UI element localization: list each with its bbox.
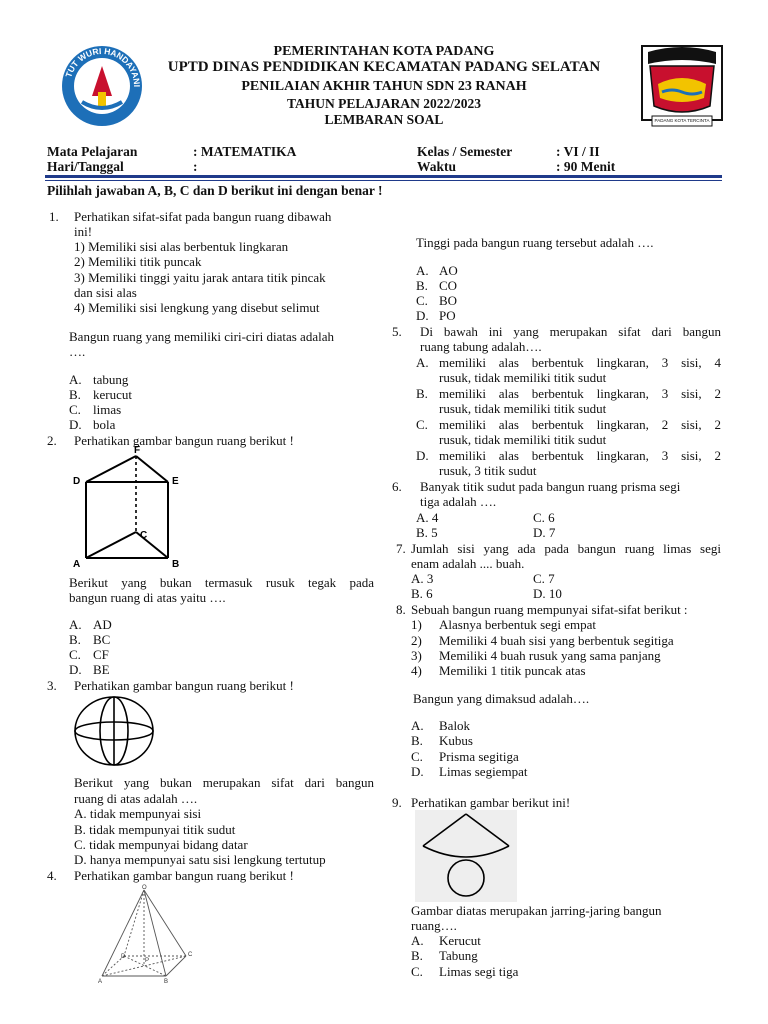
q8-item2-num: 2) <box>411 633 422 648</box>
q8-line1: Sebuah bangun ruang mempunyai sifat-sifat berikut : <box>411 602 688 617</box>
cone-net-figure <box>415 810 517 902</box>
q5-option-b-2: rusuk, tidak memiliki titik sudut <box>439 401 607 416</box>
q1-option-d-letter: D. <box>69 417 82 432</box>
q1-question: Bangun ruang yang memiliki ciri-ciri diatas adalah <box>69 329 334 344</box>
q8-item3: Memiliki 4 buah rusuk yang sama panjang <box>439 648 661 663</box>
sphere-figure <box>72 694 158 770</box>
q4-option-c-letter: C. <box>416 293 428 308</box>
header-line-2: UPTD DINAS PENDIDIKAN KECAMATAN PADANG SELATAN <box>167 59 601 75</box>
header-line-4: TAHUN PELAJARAN 2022/2023 <box>286 96 481 111</box>
pyramid-label-o: O <box>142 885 147 891</box>
q6-number: 6. <box>392 479 402 494</box>
q2-option-d-letter: D. <box>69 662 82 677</box>
q2-number: 2. <box>47 433 57 448</box>
q1-item4: 4) Memiliki sisi lengkung yang disebut selimut <box>74 300 320 315</box>
q8-question: Bangun yang dimaksud adalah…. <box>413 691 590 706</box>
q5-line1: Di bawah ini yang merupakan sifat dari bangun <box>420 324 721 339</box>
q5-option-d-letter: D. <box>416 448 429 463</box>
q6-option-b: B. 5 <box>416 525 438 540</box>
q9-option-a-letter: A. <box>411 933 424 948</box>
q4-option-a: AO <box>439 263 458 278</box>
class-label: Kelas / Semester <box>417 144 513 159</box>
q1-option-a: tabung <box>93 372 129 387</box>
q9-option-b-letter: B. <box>411 948 423 963</box>
q5-option-c: memiliki alas berbentuk lingkaran, 2 sisi, 2 <box>439 417 721 432</box>
q5-option-b: memiliki alas berbentuk lingkaran, 3 sisi, 2 <box>439 386 721 401</box>
q1-question-2: …. <box>69 344 86 359</box>
pyramid-figure <box>94 884 194 984</box>
q8-option-c-letter: C. <box>411 749 423 764</box>
q2-option-c-letter: C. <box>69 647 81 662</box>
time-label: Waktu <box>417 159 457 174</box>
q2-option-b-letter: B. <box>69 632 81 647</box>
q7-line2: enam adalah .... buah. <box>411 556 525 571</box>
q1-option-d: bola <box>93 417 116 432</box>
q6-option-c: C. 6 <box>533 510 555 525</box>
q8-item1-num: 1) <box>411 617 422 632</box>
q5-option-c-letter: C. <box>416 417 428 432</box>
q8-number: 8. <box>396 602 406 617</box>
q4-line1: Perhatikan gambar bangun ruang berikut ! <box>74 868 294 883</box>
q8-option-c: Prisma segitiga <box>439 749 519 764</box>
q3-number: 3. <box>47 678 57 693</box>
q8-item4: Memiliki 1 titik puncak atas <box>439 663 586 678</box>
q9-option-b: Tabung <box>439 948 478 963</box>
q7-number: 7. <box>396 541 406 556</box>
pyramid-label-p: P <box>145 958 150 964</box>
q1-number: 1. <box>49 209 59 224</box>
q5-option-c-2: rusuk, tidak memiliki titik sudut <box>439 432 607 447</box>
q1-item3b: dan sisi alas <box>74 285 137 300</box>
q8-option-d-letter: D. <box>411 764 424 779</box>
q9-line1: Perhatikan gambar berikut ini! <box>411 795 571 810</box>
q7-option-c: C. 7 <box>533 571 555 586</box>
q4-option-a-letter: A. <box>416 263 429 278</box>
q1-option-b: kerucut <box>93 387 132 402</box>
q8-item3-num: 3) <box>411 648 422 663</box>
q2-option-c: CF <box>93 647 109 662</box>
time-value: : 90 Menit <box>556 159 616 174</box>
q3-line1: Perhatikan gambar bangun ruang berikut ! <box>74 678 294 693</box>
header-line-1: PEMERINTAHAN KOTA PADANG <box>273 44 495 59</box>
q8-option-d: Limas segiempat <box>439 764 528 779</box>
q4-option-d: PO <box>439 308 456 323</box>
q2-option-a-letter: A. <box>69 617 82 632</box>
prism-label-c: C <box>140 530 148 541</box>
q4-option-b-letter: B. <box>416 278 428 293</box>
q7-line1: Jumlah sisi yang ada pada bangun ruang limas segi <box>411 541 721 556</box>
q7-option-a: A. 3 <box>411 571 434 586</box>
class-value: : VI / II <box>556 144 600 159</box>
q9-number: 9. <box>392 795 402 810</box>
q9-option-a: Kerucut <box>439 933 481 948</box>
q8-option-a-letter: A. <box>411 718 424 733</box>
header-line-3: PENILAIAN AKHIR TAHUN SDN 23 RANAH <box>241 79 527 94</box>
q5-line2: ruang tabung adalah…. <box>420 339 542 354</box>
q8-item4-num: 4) <box>411 663 422 678</box>
q7-option-b: B. 6 <box>411 586 433 601</box>
q3-option-a: A. tidak mempunyai sisi <box>74 806 202 821</box>
q6-line1: Banyak titik sudut pada bangun ruang prisma segi <box>420 479 681 494</box>
q5-number: 5. <box>392 324 402 339</box>
q5-option-a: memiliki alas berbentuk lingkaran, 3 sisi, 4 <box>439 355 721 370</box>
q5-option-d-2: rusuk, 3 titik sudut <box>439 463 537 478</box>
q6-line2: tiga adalah …. <box>420 494 497 509</box>
q7-option-d: D. 10 <box>533 586 562 601</box>
q3-option-b: B. tidak mempunyai titik sudut <box>74 822 236 837</box>
q5-option-b-letter: B. <box>416 386 428 401</box>
prism-label-f: F <box>134 445 141 456</box>
logo-right-text: PADANG KOTA TERCINTA <box>654 118 710 123</box>
subject-value: : MATEMATIKA <box>193 144 297 159</box>
q9-question-2: ruang…. <box>411 918 457 933</box>
q2-option-b: BC <box>93 632 111 647</box>
day-value: : <box>193 159 198 174</box>
q8-option-a: Balok <box>439 718 471 733</box>
q8-item1: Alasnya berbentuk segi empat <box>439 617 597 632</box>
q3-option-d: D. hanya mempunyai satu sisi lengkung tertutup <box>74 852 326 867</box>
subject-label: Mata Pelajaran <box>47 144 138 159</box>
pyramid-label-d: D <box>121 954 126 960</box>
q1-line2: ini! <box>74 224 93 239</box>
q2-line1: Perhatikan gambar bangun ruang berikut ! <box>74 433 294 448</box>
q4-number: 4. <box>47 868 57 883</box>
q5-option-a-2: rusuk, tidak memiliki titik sudut <box>439 370 607 385</box>
q1-item1: 1) Memiliki sisi alas berbentuk lingkaran <box>74 239 289 254</box>
pyramid-label-c: C <box>188 952 193 958</box>
prism-label-a: A <box>73 559 81 570</box>
q2-option-a: AD <box>93 617 112 632</box>
header-rule-thick <box>45 175 722 178</box>
logo-left-text: TUT WURI HANDAYANI <box>63 45 143 88</box>
q9-option-c: Limas segi tiga <box>439 964 519 979</box>
q1-line1: Perhatikan sifat-sifat pada bangun ruang dibawah <box>74 209 332 224</box>
pyramid-label-a: A <box>98 979 103 985</box>
q2-question-2: bangun ruang di atas yaitu …. <box>69 590 226 605</box>
q2-question: Berikut yang bukan termasuk rusuk tegak pada <box>69 575 374 590</box>
q2-option-d: BE <box>93 662 110 677</box>
q4-option-c: BO <box>439 293 458 308</box>
q4-option-d-letter: D. <box>416 308 429 323</box>
prism-label-b: B <box>172 559 180 570</box>
instruction: Pilihlah jawaban A, B, C dan D berikut ini dengan benar ! <box>47 183 383 198</box>
q9-question: Gambar diatas merupakan jarring-jaring bangun <box>411 903 662 918</box>
q1-option-c-letter: C. <box>69 402 81 417</box>
q8-option-b: Kubus <box>439 733 473 748</box>
q5-option-d: memiliki alas berbentuk lingkaran, 3 sisi, 2 <box>439 448 721 463</box>
q3-question-2: ruang di atas adalah …. <box>74 791 198 806</box>
pyramid-label-b: B <box>164 979 169 985</box>
prism-label-e: E <box>172 476 179 487</box>
header-line-5: LEMBARAN SOAL <box>324 112 444 127</box>
q8-option-b-letter: B. <box>411 733 423 748</box>
q3-option-c: C. tidak mempunyai bidang datar <box>74 837 248 852</box>
day-label: Hari/Tanggal <box>47 159 124 174</box>
q4-question: Tinggi pada bangun ruang tersebut adalah …. <box>416 235 654 250</box>
q4-option-b: CO <box>439 278 458 293</box>
q6-option-a: A. 4 <box>416 510 439 525</box>
prism-figure <box>70 445 180 570</box>
q1-item3: 3) Memiliki tinggi yaitu jarak antara titik pincak <box>74 270 326 285</box>
q9-option-c-letter: C. <box>411 964 423 979</box>
q6-option-d: D. 7 <box>533 525 556 540</box>
prism-label-d: D <box>73 476 81 487</box>
q1-item2: 2) Memiliki titik puncak <box>74 254 202 269</box>
q1-option-c: limas <box>93 402 122 417</box>
q3-question: Berikut yang bukan merupakan sifat dari bangun <box>74 775 374 790</box>
q1-option-b-letter: B. <box>69 387 81 402</box>
q8-item2: Memiliki 4 buah sisi yang berbentuk segitiga <box>439 633 674 648</box>
header-rule-thin <box>45 180 722 181</box>
q5-option-a-letter: A. <box>416 355 429 370</box>
q1-option-a-letter: A. <box>69 372 82 387</box>
